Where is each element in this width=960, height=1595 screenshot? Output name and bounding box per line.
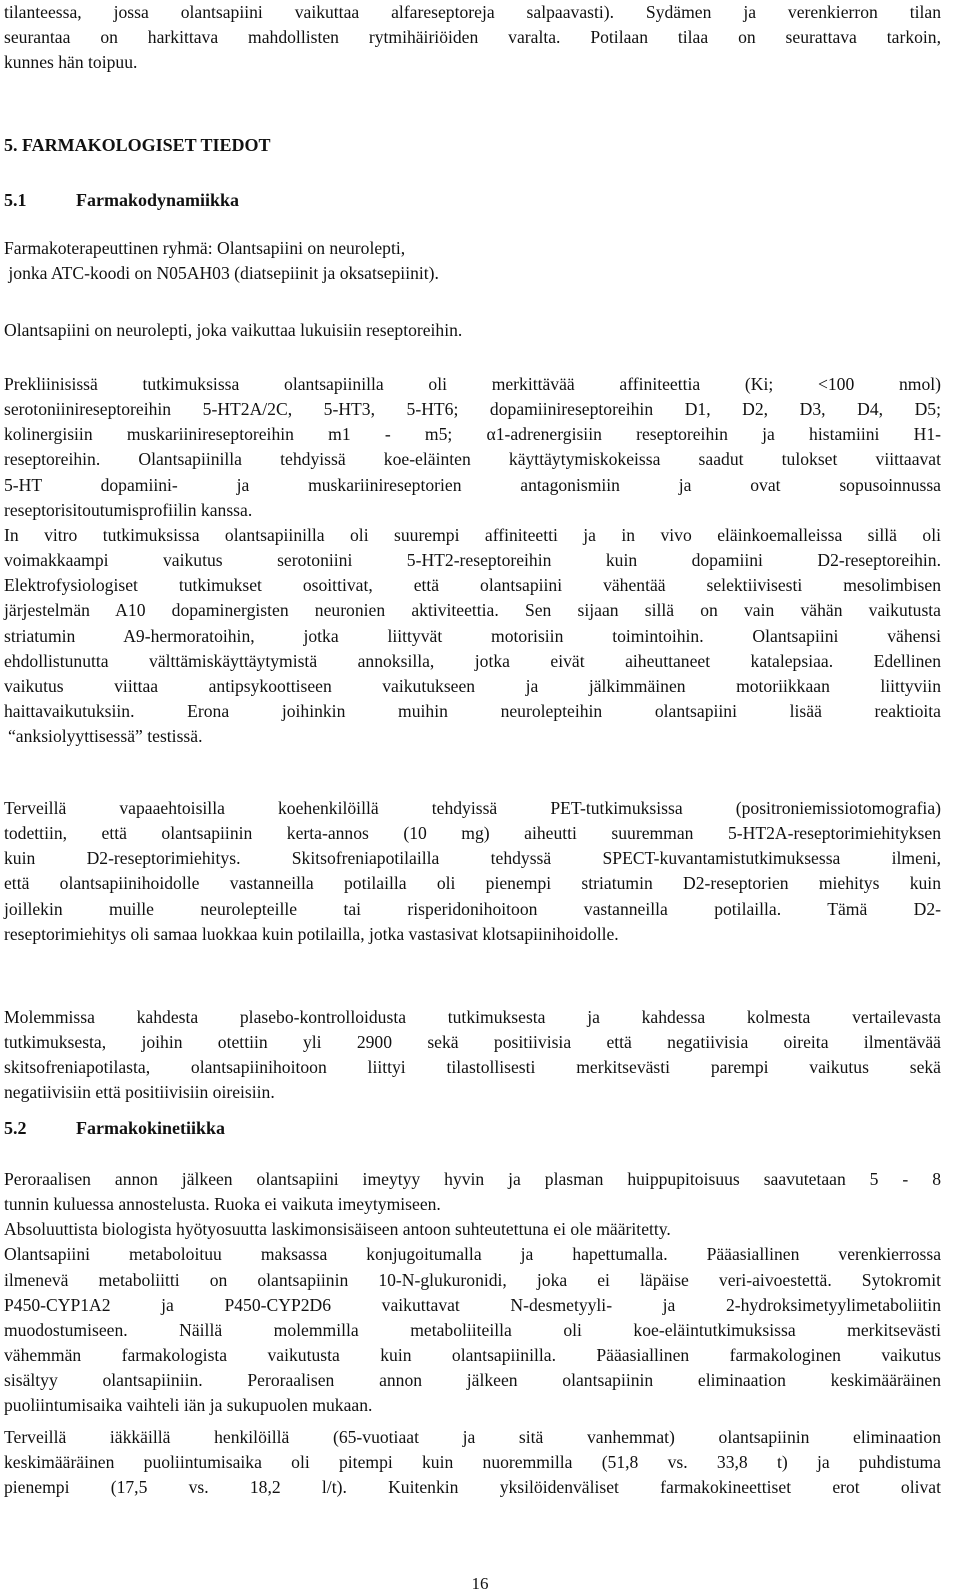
text-line: muodostumiseen. Näillä molemmilla metaboliiteilla oli koe-eläintutkimuksissa merkitsevästi bbox=[4, 1319, 941, 1340]
placebo-paragraph bbox=[4, 1005, 941, 1106]
text-line: Terveillä iäkkäillä henkilöillä (65-vuotiaat ja sitä vanhemmat) olantsapiinin eliminaation bbox=[4, 1427, 941, 1447]
text-line: Farmakoterapeuttinen ryhmä: Olantsapiini on neurolepti, bbox=[4, 238, 406, 258]
text-line: seurantaa on harkittava mahdollisten rytmihäiriöiden varalta. Potilaan tilaa on seurattava tarkoin, bbox=[4, 27, 941, 48]
text-line: 5-HT dopamiini- ja muskariinireseptorien antagonismiin ja ovat sopusoinnussa bbox=[4, 474, 941, 495]
text-line: että olantsapiinihoidolle vastanneilla potilailla oli pienempi striatumin D2-reseptorien miehitys kuin bbox=[4, 873, 941, 894]
kinetics-paragraph bbox=[4, 1167, 941, 1419]
subsection-title: Farmakodynamiikka bbox=[76, 190, 240, 210]
text-line: vaikutus viittaa antipsykoottiseen vaikutukseen ja jälkimmäinen motoriikkaan liittyviin bbox=[4, 675, 941, 696]
text-line: tunnin kuluessa annostelusta. Ruoka ei vaikuta imeytymiseen. bbox=[4, 1194, 441, 1215]
text-line: reseptorimiehitys oli samaa luokkaa kuin potilailla, jotka vastasivat klotsapiinihoidolle. bbox=[4, 923, 619, 944]
pet-paragraph bbox=[4, 796, 941, 947]
receptors-paragraph bbox=[4, 318, 941, 343]
text-line: joillekin muille neurolepteille tai risperidonihoitoon vastanneilla potilailla. Tämä D2- bbox=[4, 898, 941, 919]
text-line: Elektrofysiologiset tutkimukset osoittivat, että olantsapiini vähentää selektiivisesti mesolimbisen bbox=[4, 575, 941, 596]
text-line: tutkimuksesta, joihin otettiin yli 2900 sekä positiivisia että negatiivisia oireita ilmentävää bbox=[4, 1032, 941, 1053]
continuation-paragraph bbox=[4, 0, 941, 75]
text-line: pienempi (17,5 vs. 18,2 l/t). Kuitenkin yksilöidenväliset farmakokineettiset erot olivat bbox=[4, 1477, 941, 1498]
text-line: Olantsapiini metaboloituu maksassa konjugoitumalla ja hapettumalla. Pääasiallinen verenkierrossa bbox=[4, 1244, 941, 1265]
text-line: keskimääräinen puoliintumisaika oli pitempi kuin nuoremmilla (51,8 vs. 33,8 t) ja puhdistuma bbox=[4, 1452, 941, 1473]
preclinical-paragraph bbox=[4, 372, 941, 749]
atc-paragraph bbox=[4, 236, 941, 286]
subsection-heading-5-2 bbox=[4, 1116, 225, 1141]
text-line: sisältyy olantsapiiniin. Peroraalisen annon jälkeen olantsapiinin eliminaation keskimääräinen bbox=[4, 1370, 941, 1391]
subsection-number: 5.1 bbox=[4, 190, 27, 210]
text-line: serotoniinireseptoreihin 5-HT2A/2C, 5-HT3, 5-HT6; dopamiinireseptoreihin D1, D2, D3, D4, D5; bbox=[4, 399, 941, 420]
text-line: kunnes hän toipuu. bbox=[4, 52, 138, 73]
text-line: kolinergisiin muskariinireseptoreihin m1 - m5; α1-adrenergisiin reseptoreihin ja histamiini H1- bbox=[4, 424, 941, 445]
text-line: Peroraalisen annon jälkeen olantsapiini imeytyy hyvin ja plasman huippupitoisuus saavutetaan 5 - 8 bbox=[4, 1169, 941, 1189]
text-line: Prekliinisissä tutkimuksissa olantsapiinilla oli merkittävää affiniteettia (Ki; <100 nmol) bbox=[4, 374, 941, 394]
text-line: todettiin, että olantsapiinin kerta-annos (10 mg) aiheutti suuremman 5-HT2A-reseptorimiehityksen bbox=[4, 823, 941, 844]
subsection-heading-5-1 bbox=[4, 188, 239, 213]
text-line: “anksiolyyttisessä” testissä. bbox=[8, 726, 203, 747]
text-line: striatumin A9-hermoratoihin, jotka liittyvät motorisiin toimintoihin. Olantsapiini vähensi bbox=[4, 625, 941, 646]
text-line: Olantsapiini on neurolepti, joka vaikuttaa lukuisiin reseptoreihin. bbox=[4, 320, 463, 340]
text-line: järjestelmän A10 dopaminergisten neuronien aktiviteettia. Sen sijaan sillä on vain vähän vaikutusta bbox=[4, 600, 941, 621]
text-line: P450-CYP1A2 ja P450-CYP2D6 vaikuttavat N-desmetyyli- ja 2-hydroksimetyylimetaboliitin bbox=[4, 1294, 941, 1315]
text-line: negatiivisiin että positiivisiin oireisiin. bbox=[4, 1082, 275, 1103]
text-line: ehdollistunutta välttämiskäyttäytymistä annoksilla, jotka eivät aiheuttaneet katalepsiaa. Edellinen bbox=[4, 650, 941, 671]
subsection-title: Farmakokinetiikka bbox=[76, 1118, 226, 1138]
text-line: kuin D2-reseptorimiehitys. Skitsofreniapotilailla tehdyssä SPECT-kuvantamistutkimuksessa ilmeni, bbox=[4, 848, 941, 869]
text-line: Molemmissa kahdesta plasebo-kontrolloidusta tutkimuksesta ja kahdessa kolmesta vertailevasta bbox=[4, 1007, 941, 1027]
page-number: 16 bbox=[471, 1574, 489, 1593]
text-line: voimakkaampi vaikutus serotoniini 5-HT2-reseptoreihin kuin dopamiini D2-reseptoreihin. bbox=[4, 550, 941, 571]
text-line: Terveillä vapaaehtoisilla koehenkilöillä tehdyissä PET-tutkimuksissa (positroniemissiotomografia) bbox=[4, 798, 941, 818]
text-line: skitsofreniapotilasta, olantsapiinihoitoon liittyi tilastollisesti merkitsevästi parempi vaikutus sekä bbox=[4, 1057, 941, 1078]
subsection-number: 5.2 bbox=[4, 1118, 27, 1138]
section-title: 5. FARMAKOLOGISET TIEDOT bbox=[4, 135, 271, 155]
elderly-paragraph bbox=[4, 1425, 941, 1500]
text-line: jonka ATC-koodi on N05AH03 (diatsepiinit ja oksatsepiinit). bbox=[4, 263, 439, 284]
text-line: haittavaikutuksiin. Erona joihinkin muihin neurolepteihin olantsapiini lisää reaktioita bbox=[4, 701, 941, 722]
text-line: puoliintumisaika vaihteli iän ja sukupuolen mukaan. bbox=[4, 1395, 373, 1416]
text-line: ilmenevä metaboliitti on olantsapiinin 10-N-glukuronidi, joka ei läpäise veri-aivoestettä. Sytokromit bbox=[4, 1269, 941, 1290]
text-line: reseptorisitoutumisprofiilin kanssa. bbox=[4, 499, 253, 520]
text-line: reseptoreihin. Olantsapiinilla tehdyissä koe-eläinten käyttäytymiskokeissa saadut tulokset viittaavat bbox=[4, 449, 941, 470]
text-line: vähemmän farmakologista vaikutusta kuin olantsapiinilla. Pääasiallinen farmakologinen vaikutus bbox=[4, 1345, 941, 1366]
text-line: tilanteessa, jossa olantsapiini vaikuttaa alfareseptoreja salpaavasti). Sydämen ja verenkierron tilan bbox=[4, 2, 941, 22]
text-line: In vitro tutkimuksissa olantsapiinilla oli suurempi affiniteetti ja in vivo eläinkoemalleissa sillä oli bbox=[4, 524, 941, 545]
text-line: Absoluuttista biologista hyötyosuutta laskimonsisäiseen antoon suhteutettuna ei ole määritetty. bbox=[4, 1219, 671, 1240]
